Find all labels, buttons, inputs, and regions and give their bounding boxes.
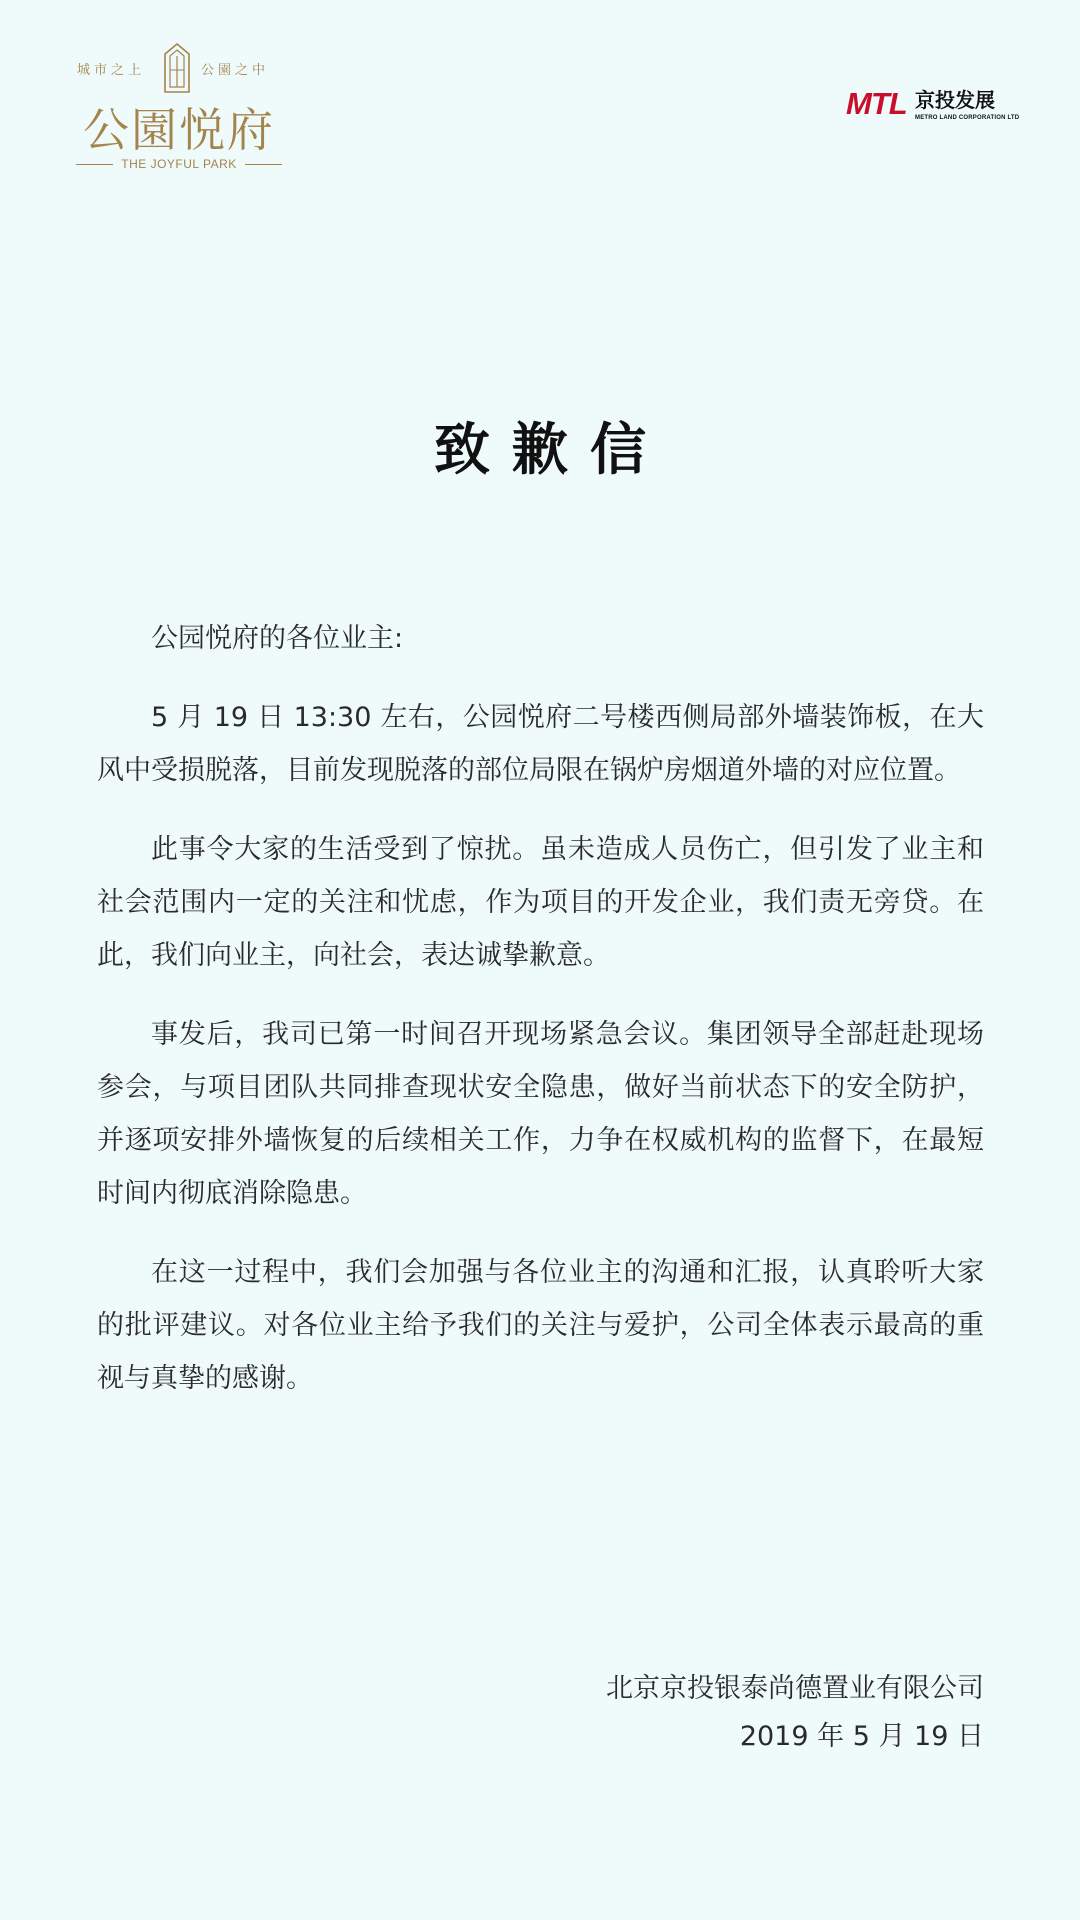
developer-logo-name-cn: 京投发展 <box>915 88 995 112</box>
letter-title: 致歉信 <box>434 418 668 483</box>
letter-paragraph: 事发后，我司已第一时间召开现场紧急会议。集团领导全部赶赴现场参会，与项目团队共同排查现状安全隐患，做好当前状态下的安全防护，并逐项安排外墙恢复的后续相关工作，力争在权威机构的监督下，在最短时间内彻底消除隐患。 <box>97 1019 984 1209</box>
letter-paragraph: 在这一过程中，我们会加强与各位业主的沟通和汇报，认真聆听大家的批评建议。对各位业主给予我们的关注与爱护，公司全体表示最高的重视与真挚的感谢。 <box>97 1257 984 1394</box>
logo-tagline-left: 城市之上 <box>77 63 146 78</box>
letter-paragraph: 5 月 19 日 13:30 左右，公园悦府二号楼西侧局部外墙装饰板，在大风中受损脱落，目前发现脱落的部位局限在锅炉房烟道外墙的对应位置。 <box>97 702 984 786</box>
developer-logo-name-en: METRO LAND CORPORATION LTD <box>915 115 1020 121</box>
logo-tagline-right: 公園之中 <box>201 63 270 78</box>
letter-body <box>97 612 984 1431</box>
signature-company: 北京京投银泰尚德置业有限公司 <box>606 1673 984 1704</box>
logo-name-cn: 公園悦府 <box>83 103 275 157</box>
logo-rule-right <box>245 164 282 165</box>
letter-salutation: 公园悦府的各位业主: <box>151 623 404 654</box>
project-logo <box>74 38 284 178</box>
logo-rule-left <box>76 164 113 165</box>
letter-signature <box>606 1665 984 1761</box>
logo-name-en-row <box>76 157 282 171</box>
letter-paragraph: 此事令大家的生活受到了惊扰。虽未造成人员伤亡，但引发了业主和社会范围内一定的关注和忧虑，作为项目的开发企业，我们责无旁贷。在此，我们向业主，向社会，表达诚挚歉意。 <box>97 834 984 971</box>
signature-date: 2019 年 5 月 19 日 <box>739 1721 984 1752</box>
developer-logo <box>846 86 1020 128</box>
logo-name-en: THE JOYFUL PARK <box>121 157 237 171</box>
developer-logo-mark: MTL <box>846 86 907 121</box>
building-emblem-icon <box>163 42 191 94</box>
